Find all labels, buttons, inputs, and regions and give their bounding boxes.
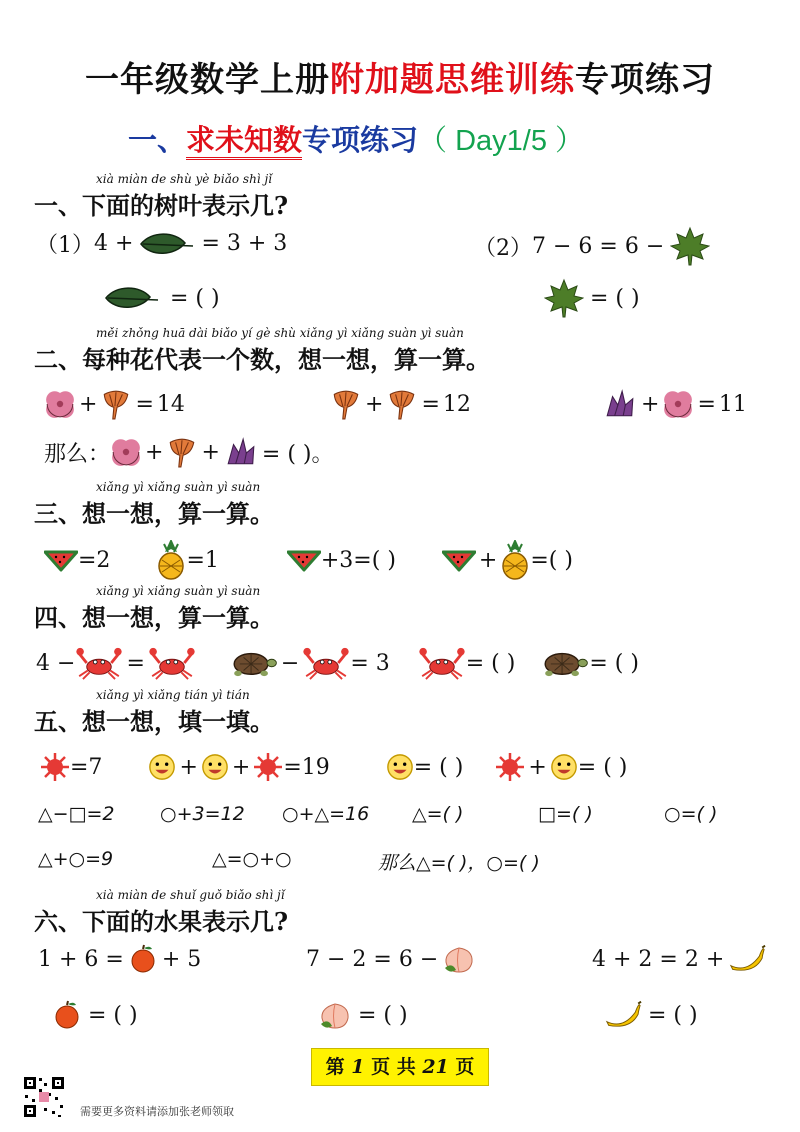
leaf-icon: [104, 284, 160, 312]
s5-pinyin: xiǎng yì xiǎng tián yì tián: [96, 688, 250, 702]
s6-e1b: + 5: [161, 946, 202, 972]
sun-icon: [253, 752, 283, 782]
s6-heading: 六、下面的水果表示几?: [34, 907, 289, 936]
s4-eq: =: [126, 650, 145, 676]
banana-icon: [728, 944, 766, 974]
s3-e4[interactable]: =( ): [530, 547, 573, 573]
title-red: 附加题思维训练: [330, 60, 575, 100]
s1-q1: [36, 228, 287, 259]
s4-row: [36, 646, 639, 680]
apple-icon: [128, 944, 158, 974]
s6-a2: [318, 1000, 408, 1030]
s6-e1a: 1 + 6 =: [38, 946, 124, 972]
s5-e1: =7: [70, 754, 103, 780]
s4-heading: 四、想一想，算一算。: [34, 603, 274, 632]
s2-result-ans[interactable]: = ( )。: [261, 441, 334, 467]
s3-pinyin: xiǎng yì xiǎng suàn yì suàn: [96, 480, 261, 494]
s6-pinyin: xià miàn de shuǐ guǒ biǎo shì jǐ: [96, 888, 285, 902]
s5-r3-0: △+○=9: [38, 848, 114, 870]
s5-e19: =19: [283, 754, 330, 780]
s4-eq3: = 3: [350, 650, 390, 676]
s2-eq3-eq: =: [697, 391, 716, 417]
s2-then: 那么：: [44, 441, 111, 467]
s3-heading: 三、想一想，算一算。: [34, 499, 274, 528]
pink-flower-icon: [662, 388, 694, 420]
s5-r3-2[interactable]: 那么△=( )，○=( ): [378, 852, 540, 874]
s1-q1-b: = 3 + 3: [201, 231, 288, 256]
s5-heading: 五、想一想，填一填。: [34, 707, 274, 736]
maple-leaf-icon: [544, 278, 584, 318]
s2-eq3-plus: +: [641, 391, 660, 417]
orange-flower-icon: [166, 436, 198, 468]
s6-e3a: 4 + 2 = 2 +: [592, 946, 725, 972]
s6-e2: [306, 944, 476, 974]
s2-eq3: [602, 388, 747, 420]
s1-q2-label: （2）: [474, 235, 532, 261]
s2-heading: 二、每种花代表一个数，想一想，算一算。: [34, 345, 490, 374]
s4-ans2[interactable]: = ( ): [589, 650, 639, 676]
orange-flower-icon: [330, 388, 362, 420]
smiley-icon: [201, 753, 229, 781]
subtitle-rest: 专项练习: [302, 123, 419, 157]
s2-eq3-value: 11: [718, 391, 747, 417]
s6-a3: [604, 1000, 698, 1030]
s2-result-plus1: +: [145, 439, 164, 465]
sun-icon: [495, 752, 525, 782]
subtitle-prefix: 一、: [128, 123, 187, 157]
s1-q2: [474, 226, 710, 266]
crab-icon: [418, 646, 466, 680]
sun-icon: [40, 752, 70, 782]
peach-icon: [318, 1000, 352, 1030]
s2-eq1-value: 14: [156, 391, 185, 417]
pineapple-icon: [156, 540, 186, 580]
s5-r2-0: △−□=2: [38, 803, 115, 825]
footer-total: 21: [422, 1056, 449, 1078]
turtle-icon: [537, 648, 589, 678]
smiley-icon: [550, 753, 578, 781]
subtitle-underlined: 求未知数: [186, 123, 302, 160]
s1-heading: 一、下面的树叶表示几?: [34, 191, 289, 220]
s5-r2-5[interactable]: ○=( ): [664, 803, 718, 825]
purple-flower-icon: [602, 388, 638, 420]
apple-icon: [52, 1000, 82, 1030]
s5-ans2[interactable]: = ( ): [577, 754, 628, 780]
s5-r2-1: ○+3=12: [160, 803, 245, 825]
smiley-icon: [386, 753, 414, 781]
s3-e2: =1: [186, 547, 219, 573]
s2-eq2: [330, 388, 471, 420]
s5-r2-4[interactable]: □=( ): [538, 803, 593, 825]
s4-minus: −: [280, 650, 300, 676]
s6-e2a: 7 − 2 = 6 −: [306, 946, 439, 972]
s6-ans3[interactable]: = ( ): [648, 1002, 698, 1028]
s2-pinyin: měi zhǒng huā dài biǎo yí gè shù xiǎng yì xiǎng suàn yì suàn: [96, 326, 464, 340]
s5-plus2: +: [231, 754, 251, 780]
s1-q2-ans[interactable]: = ( ): [590, 285, 640, 311]
s2-eq1: [44, 388, 185, 420]
pink-flower-icon: [110, 436, 142, 468]
s6-e1: [38, 944, 201, 974]
s6-ans1[interactable]: = ( ): [88, 1002, 138, 1028]
s1-q1-ans[interactable]: = ( ): [170, 285, 220, 311]
qr-code-icon: [22, 1075, 66, 1119]
s2-result-plus2: +: [201, 439, 220, 465]
s3-e1: =2: [78, 547, 111, 573]
s5-ans1[interactable]: = ( ): [413, 754, 464, 780]
pineapple-icon: [500, 540, 530, 580]
watermelon-icon: [287, 548, 321, 572]
s1-q1-a: 4 +: [94, 231, 134, 256]
s5-r3-1: △=○+○: [212, 848, 292, 870]
crab-icon: [302, 646, 350, 680]
page-title: [0, 52, 800, 101]
title-black: 一年级数学上册: [85, 60, 330, 100]
s3-e4-plus: +: [478, 547, 498, 573]
s2-result: [44, 436, 336, 468]
footer-pre: 第: [325, 1056, 345, 1078]
s3-e3[interactable]: +3=( ): [320, 547, 396, 573]
crab-icon: [148, 646, 196, 680]
footer-num: 1: [351, 1056, 365, 1078]
s4-ans1[interactable]: = ( ): [465, 650, 516, 676]
watermelon-icon: [44, 548, 78, 572]
maple-leaf-icon: [670, 226, 710, 266]
s4-four-minus: 4 −: [36, 650, 76, 676]
footer-note: 需要更多资料请添加张老师领取: [80, 1105, 234, 1118]
s5-r2-2: ○+△=16: [282, 803, 370, 825]
s5-plus1: +: [179, 754, 198, 780]
smiley-icon: [148, 753, 176, 781]
subtitle-day: （ Day1/5 ）: [418, 125, 585, 157]
s6-e3: [592, 944, 766, 974]
watermelon-icon: [442, 548, 476, 572]
banana-icon: [604, 1000, 642, 1030]
s3-row: [44, 540, 573, 580]
s1-q2-a: 7 − 6 = 6 −: [532, 233, 665, 259]
s2-eq1-plus: +: [79, 391, 98, 417]
s5-row1: [40, 752, 627, 782]
leaf-icon: [139, 230, 195, 258]
s1-q2-answer: [544, 278, 640, 318]
footer-post: 页: [455, 1056, 475, 1078]
page-number: [311, 1048, 489, 1086]
footer-mid: 页 共: [371, 1056, 416, 1078]
s5-r2-3[interactable]: △=( ): [412, 803, 464, 825]
page-subtitle: [128, 118, 584, 159]
s2-eq2-value: 12: [442, 391, 471, 417]
s2-eq2-eq: =: [421, 391, 440, 417]
crab-icon: [75, 646, 123, 680]
s1-q1-answer: [104, 284, 220, 312]
s6-ans2[interactable]: = ( ): [358, 1002, 408, 1028]
s5-plus3: +: [528, 754, 547, 780]
title-tail: 专项练习: [575, 60, 715, 100]
s4-pinyin: xiǎng yì xiǎng suàn yì suàn: [96, 584, 261, 598]
s6-a1: [52, 1000, 138, 1030]
s2-eq1-eq: =: [135, 391, 154, 417]
turtle-icon: [226, 648, 278, 678]
pink-flower-icon: [44, 388, 76, 420]
peach-icon: [442, 944, 476, 974]
s1-pinyin: xià miàn de shù yè biǎo shì jǐ: [96, 172, 273, 186]
s2-eq2-plus: +: [365, 391, 384, 417]
s1-q1-label: （1）: [36, 233, 94, 258]
purple-flower-icon: [223, 436, 259, 468]
orange-flower-icon: [100, 388, 132, 420]
orange-flower-icon: [386, 388, 418, 420]
